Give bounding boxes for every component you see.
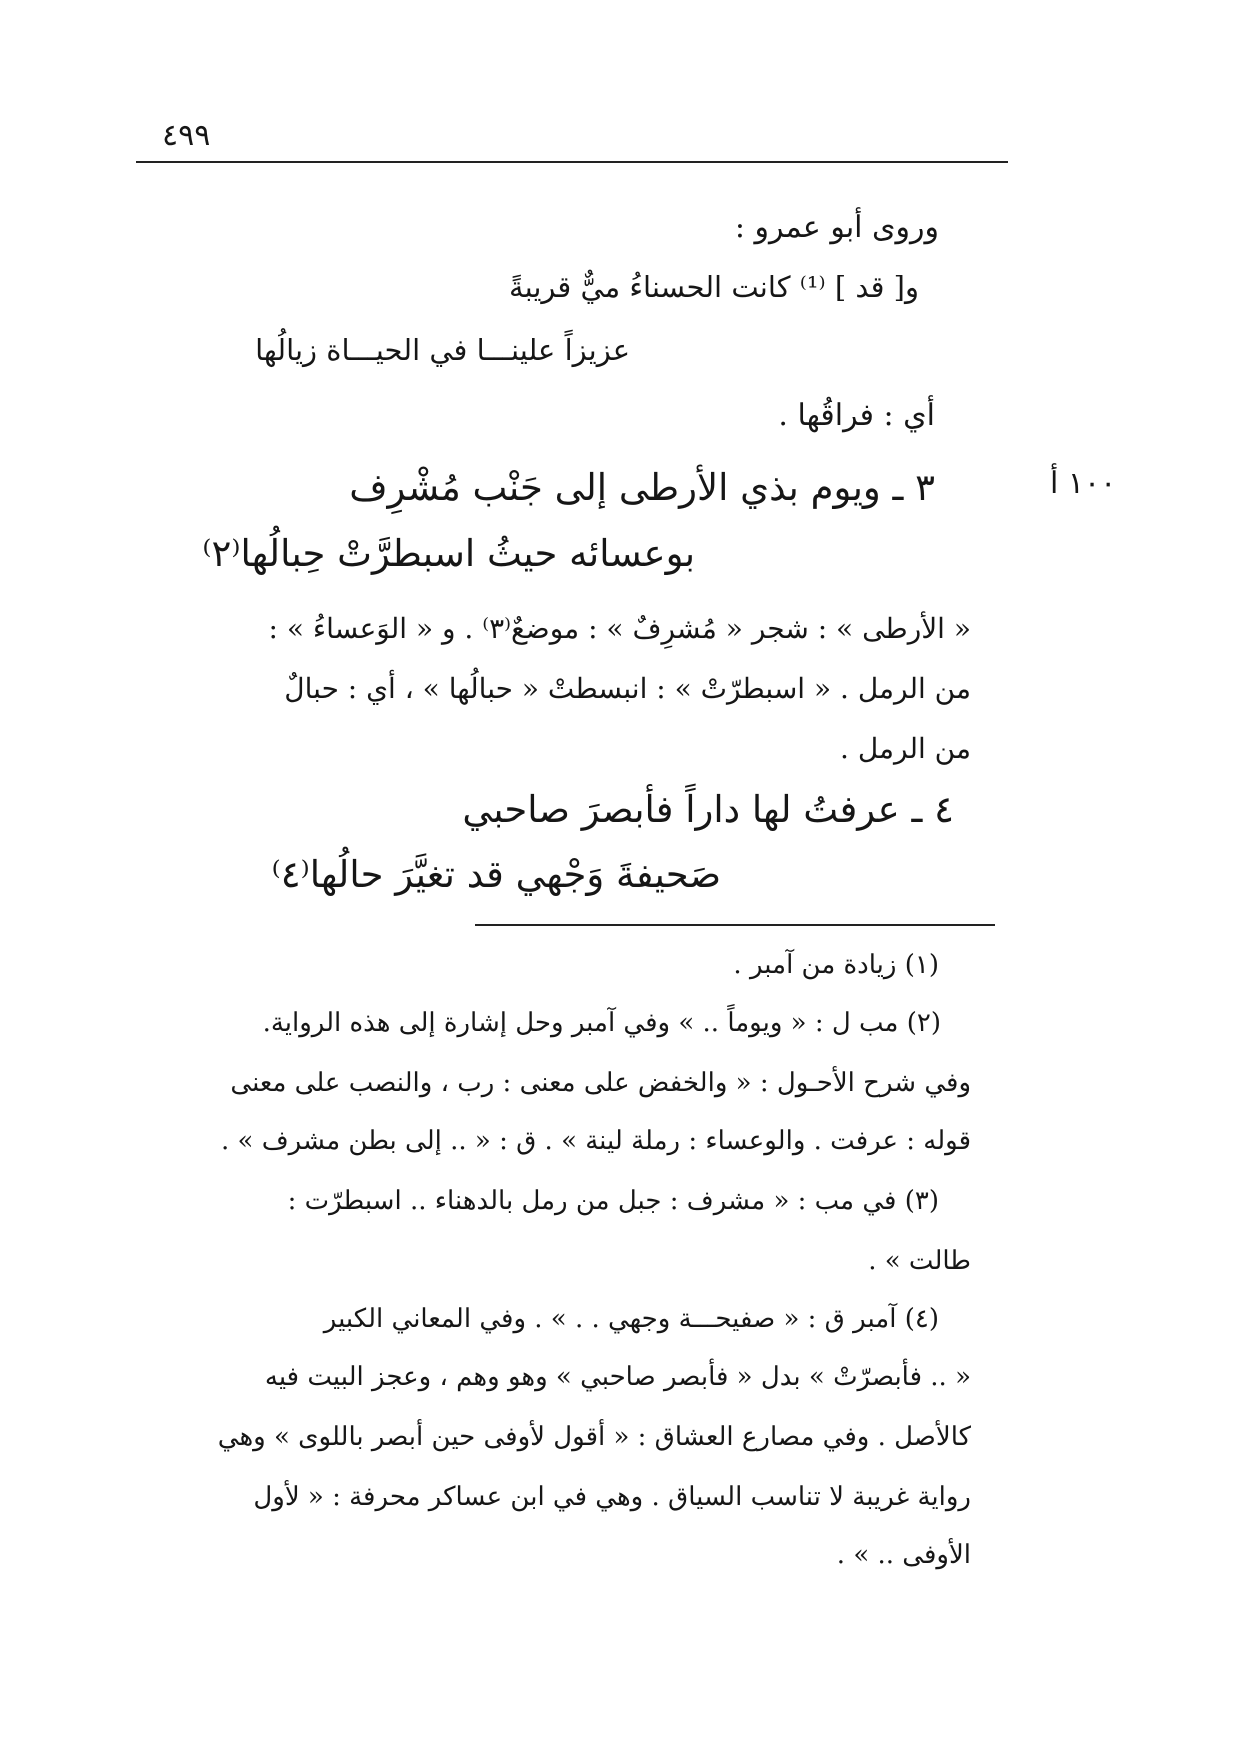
footnote-2-line-2: وفي شرح الأحـول : « والخفض على معنى : رب ، والنصب على معنى [230,1068,971,1098]
footnote-4-line-2: « .. فأبصرّتْ » بدل « فأبصر صاحبي » وهو وهم ، وعجز البيت فيه [264,1362,971,1392]
footnote-2-line-1: (٢) مب ل : « ويوماً .. » وفي آمبر وحل إشارة إلى هذه الرواية. [262,1008,941,1038]
body-line-2: و[ قد ] ⁽¹⁾ كانت الحسناءُ ميٌّ قريبةً [509,270,919,304]
verse-4-second-hemistich: صَحيفةَ وَجْهي قد تغيَّرَ حالُها⁽٤⁾ [271,853,721,896]
verse-3-first-hemistich: ٣ ـ ويوم بذي الأرطى إلى جَنْب مُشْرِف [349,466,935,509]
footnote-4-line-3: كالأصل . وفي مصارع العشاق : « أقول لأوفى حين أبصر باللوى » وهي [217,1422,971,1452]
footnote-4-line-1: (٤) آمبر ق : « صفيحـــة وجهي . . » . وفي المعاني الكبير [323,1304,939,1334]
header-rule [136,161,1008,163]
page-number: ٤٩٩ [162,118,211,153]
margin-reference: ١٠٠ أ [1050,466,1117,501]
footnote-4-line-5: الأوفى .. » . [836,1540,971,1570]
footnote-separator [475,924,995,926]
commentary-line-1: « الأرطى » : شجر « مُشرِفٌ » : موضعٌ⁽٣⁾ . و « الوَعساءُ » : [268,612,971,645]
body-line-3: عزيزاً علينـــا في الحيـــاة زيالُها [255,333,630,367]
verse-3-second-hemistich: بوعسائه حيثُ اسبطرَّتْ حِبالُها⁽٢⁾ [202,532,695,575]
commentary-line-3: من الرمل . [840,732,971,765]
commentary-line-2: من الرمل . « اسبطرّتْ » : انبسطتْ « حبالُها » ، أي : حبالٌ [284,672,971,705]
footnote-4-line-4: رواية غريبة لا تناسب السياق . وهي في ابن عساكر محرفة : « لأول [253,1482,971,1512]
footnote-1: (١) زيادة من آمبر . [733,950,939,980]
footnote-3-line-1: (٣) في مب : « مشرف : جبل من رمل بالدهناء .. اسبطرّت : [287,1186,939,1216]
footnote-3-line-2: طالت » . [868,1246,971,1276]
body-line-1: وروى أبو عمرو : [734,210,939,245]
verse-4-first-hemistich: ٤ ـ عرفتُ لها داراً فأبصرَ صاحبي [462,788,954,831]
body-line-4: أي : فراقُها . [778,398,935,433]
footnote-2-line-3: قوله : عرفت . والوعساء : رملة لينة » . ق : « .. إلى بطن مشرف » . [221,1126,971,1156]
